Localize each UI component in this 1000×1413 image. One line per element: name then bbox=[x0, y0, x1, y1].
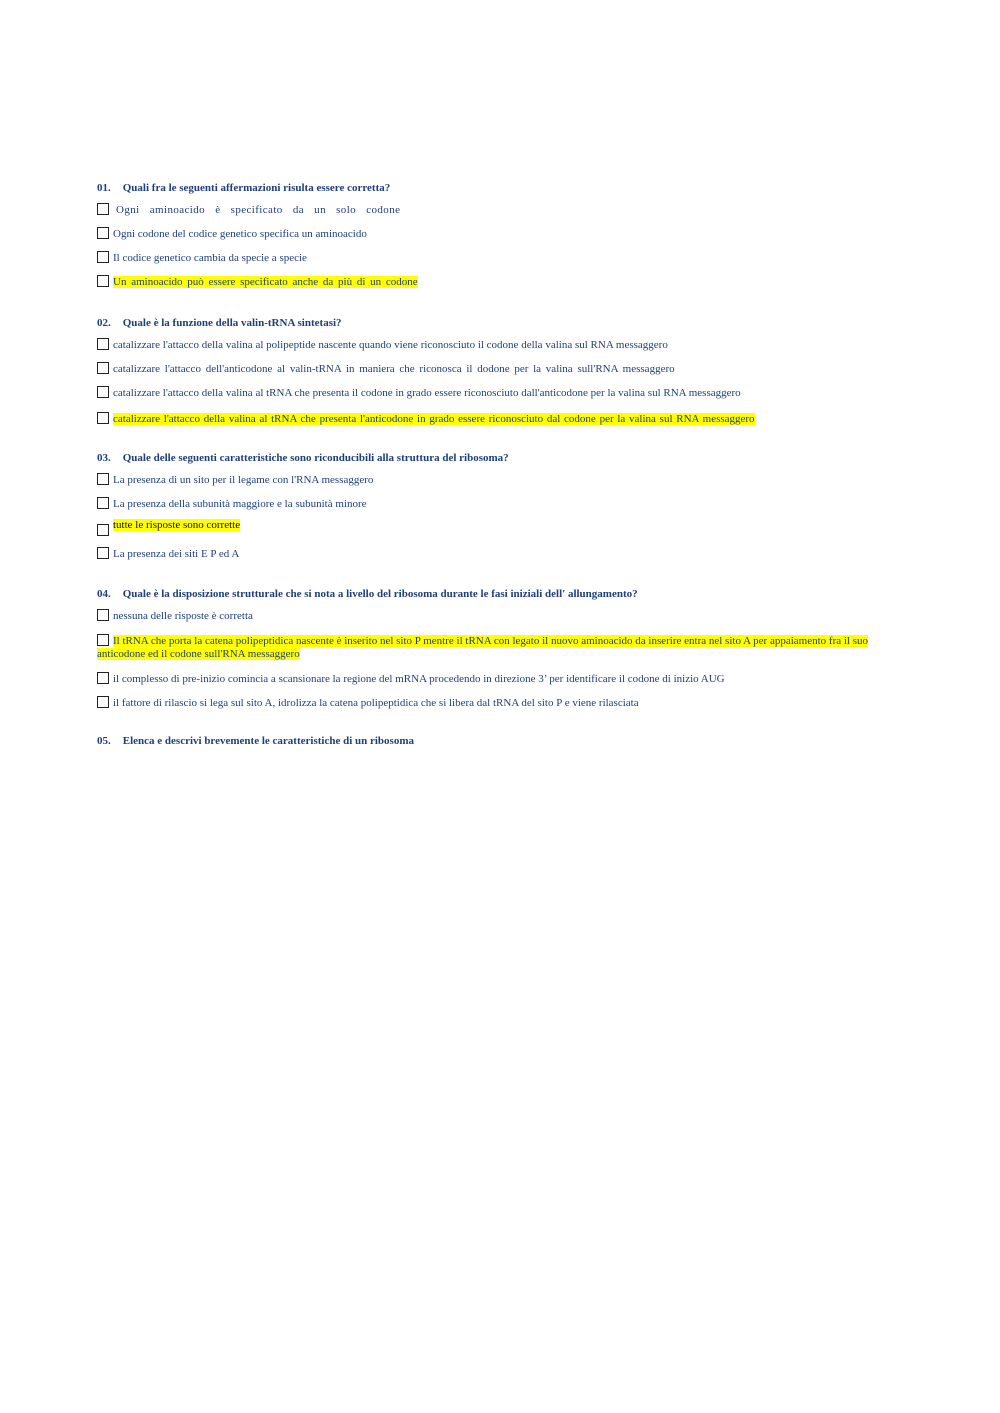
option-text-highlighted: Il tRNA che porta la catena polipeptidica nascente è inserito nel sito P mentre il tRNA con legato il nuovo aminoacido da inserire entra nel sito A per appaiamento fra il suo anticodone ed il codone sull'RNA messaggero bbox=[97, 635, 869, 660]
question-number: 03. bbox=[97, 452, 111, 464]
answer-option bbox=[97, 697, 897, 710]
question-number: 02. bbox=[97, 317, 111, 329]
answer-option bbox=[97, 548, 897, 561]
option-text: Ogni codone del codice genetico specifica un aminoacido bbox=[113, 228, 367, 240]
checkbox[interactable] bbox=[97, 524, 109, 536]
option-text: La presenza dei siti E P ed A bbox=[113, 548, 240, 560]
option-text: Ogni aminoacido è specificato da un solo codone bbox=[116, 204, 401, 216]
checkbox[interactable] bbox=[97, 672, 109, 684]
checkbox[interactable] bbox=[97, 386, 109, 398]
option-text: catalizzare l'attacco della valina al tRNA che presenta il codone in grado essere riconosciuto dall'anticodone per la valina sul RNA messaggero bbox=[113, 387, 741, 399]
answer-option bbox=[97, 474, 897, 487]
checkbox[interactable] bbox=[97, 634, 109, 646]
question-text: Quale è la funzione della valin-tRNA sintetasi? bbox=[122, 317, 342, 329]
question-number: 01. bbox=[97, 182, 111, 194]
question-text: Quali fra le seguenti affermazioni risulta essere corretta? bbox=[122, 182, 391, 194]
option-text-highlighted: tutte le risposte sono corrette bbox=[113, 519, 241, 531]
question-04 bbox=[97, 587, 897, 721]
question-03 bbox=[97, 451, 897, 572]
question-title bbox=[97, 316, 897, 330]
answer-option-correct bbox=[97, 276, 897, 289]
answer-option bbox=[97, 673, 897, 686]
answer-option bbox=[97, 387, 897, 400]
option-text: il complesso di pre-inizio comincia a scansionare la regione del mRNA procedendo in direzione 3’ per identificare il codone di inizio AUG bbox=[113, 673, 725, 685]
option-text: nessuna delle risposte è corretta bbox=[113, 610, 253, 622]
answer-option bbox=[97, 498, 897, 511]
checkbox[interactable] bbox=[97, 227, 109, 239]
question-05 bbox=[97, 734, 897, 757]
checkbox[interactable] bbox=[97, 412, 109, 424]
question-text: Quale è la disposizione strutturale che si nota a livello del ribosoma durante le fasi iniziali dell' allungamento? bbox=[122, 588, 638, 600]
checkbox[interactable] bbox=[97, 696, 109, 708]
checkbox[interactable] bbox=[97, 473, 109, 485]
question-01 bbox=[97, 181, 897, 300]
answer-option-correct bbox=[97, 635, 877, 661]
question-title bbox=[97, 587, 897, 601]
option-text: catalizzare l'attacco della valina al polipeptide nascente quando viene riconosciuto il codone della valina sul RNA messaggero bbox=[113, 339, 668, 351]
checkbox[interactable] bbox=[97, 362, 109, 374]
checkbox[interactable] bbox=[97, 497, 109, 509]
question-title bbox=[97, 451, 897, 465]
option-text-highlighted: catalizzare l'attacco della valina al tRNA che presenta l'anticodone in grado essere riconosciuto dal codone per la valina sul RNA messaggero bbox=[113, 413, 755, 425]
answer-option bbox=[97, 339, 897, 352]
checkbox[interactable] bbox=[97, 251, 109, 263]
answer-option-correct bbox=[97, 413, 897, 426]
checkbox[interactable] bbox=[97, 275, 109, 287]
answer-option bbox=[97, 363, 897, 376]
option-text: La presenza di un sito per il legame con l'RNA messaggero bbox=[113, 474, 374, 486]
question-number: 05. bbox=[97, 735, 111, 747]
checkbox[interactable] bbox=[97, 338, 109, 350]
question-number: 04. bbox=[97, 588, 111, 600]
question-title bbox=[97, 734, 897, 748]
option-text: La presenza della subunità maggiore e la subunità minore bbox=[113, 498, 367, 510]
answer-option bbox=[97, 610, 897, 623]
question-text: Elenca e descrivi brevemente le caratteristiche di un ribosoma bbox=[122, 735, 414, 747]
question-title bbox=[97, 181, 897, 195]
answer-option-correct bbox=[97, 519, 897, 535]
answer-option bbox=[97, 228, 897, 241]
checkbox[interactable] bbox=[97, 547, 109, 559]
option-text-highlighted: Un aminoacido può essere specificato anche da più di un codone bbox=[113, 276, 418, 288]
answer-option bbox=[97, 204, 897, 217]
question-text: Quale delle seguenti caratteristiche sono riconducibili alla struttura del ribosoma? bbox=[122, 452, 509, 464]
checkbox[interactable] bbox=[97, 203, 109, 215]
option-text: catalizzare l'attacco dell'anticodone al valin-tRNA in maniera che riconosca il dodone per la valina sull'RNA messaggero bbox=[113, 363, 675, 375]
option-text: Il codice genetico cambia da specie a specie bbox=[113, 252, 307, 264]
answer-option bbox=[97, 252, 897, 265]
question-02 bbox=[97, 316, 897, 437]
option-text: il fattore di rilascio si lega sul sito A, idrolizza la catena polipeptidica che si libera dal tRNA del sito P e viene rilasciata bbox=[113, 697, 639, 709]
checkbox[interactable] bbox=[97, 609, 109, 621]
